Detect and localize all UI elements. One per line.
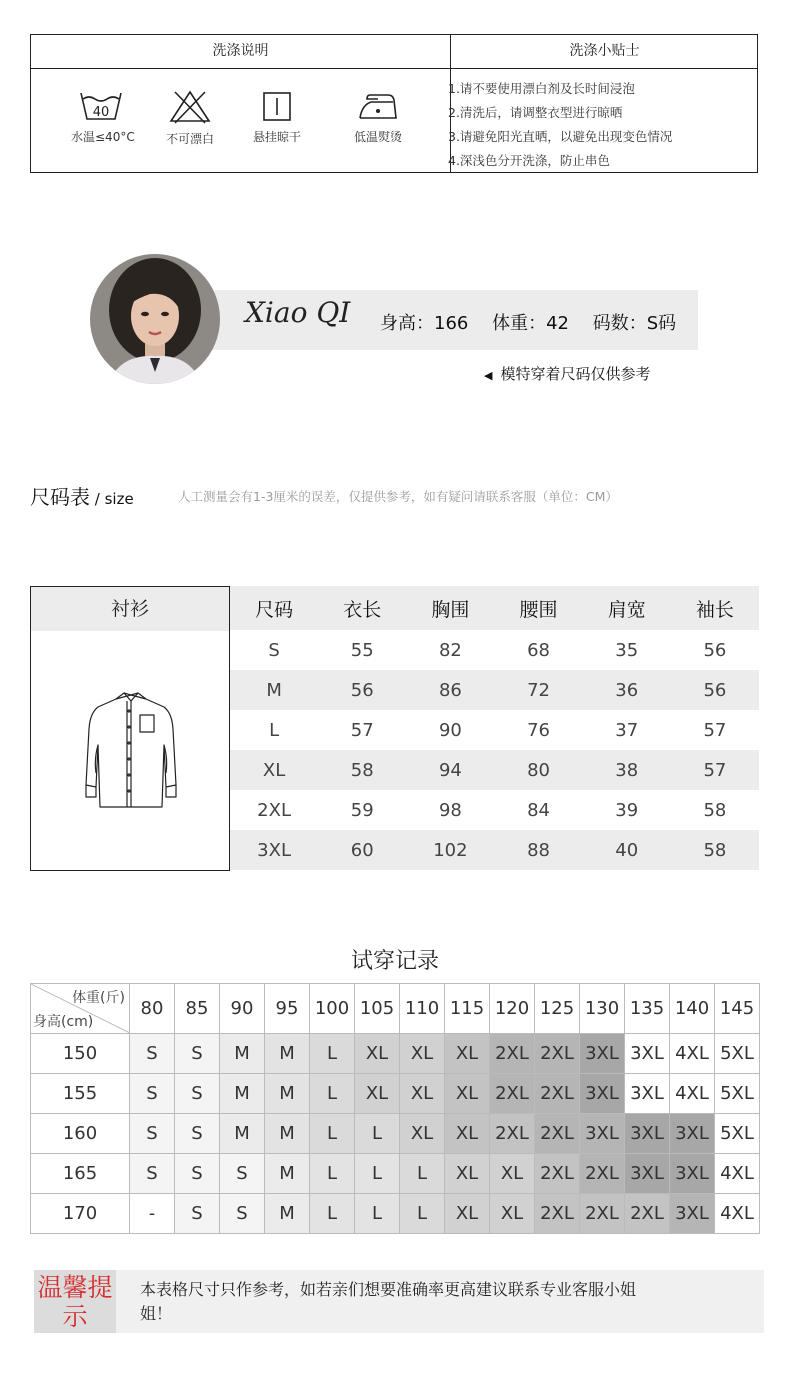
table-cell: 36 (583, 670, 671, 710)
size-cell: XL (490, 1154, 535, 1194)
size-cell: - (130, 1194, 175, 1234)
wash-label: 低温熨烫 (353, 130, 402, 144)
size-cell: M (265, 1114, 310, 1154)
size-cell: 2XL (535, 1194, 580, 1234)
size-cell: 2XL (535, 1154, 580, 1194)
size-cell: S (175, 1074, 220, 1114)
size-cell: 3XL (625, 1114, 670, 1154)
table-cell: 102 (406, 830, 494, 870)
table-row (230, 630, 759, 670)
size-cell: 3XL (670, 1194, 715, 1234)
column-header: 肩宽 (583, 586, 671, 630)
wash-instruction (247, 90, 307, 145)
tip-item: 3.请避免阳光直晒，以避免出现变色情况 (448, 129, 673, 144)
table-header-row (230, 586, 759, 630)
table-cell: 88 (494, 830, 582, 870)
triangle-left-icon: ◀ (484, 369, 493, 382)
size-cell: 2XL (490, 1034, 535, 1074)
table-row (31, 1034, 760, 1074)
table-cell: 94 (406, 750, 494, 790)
size-cell: 2XL (625, 1194, 670, 1234)
size-cell: L (355, 1154, 400, 1194)
weight-header: 125 (535, 984, 580, 1034)
size-cell: M (220, 1074, 265, 1114)
model-signature: Xiao QI (245, 296, 351, 329)
corner-header (31, 984, 130, 1034)
size-cell: 3XL (625, 1074, 670, 1114)
wash-label: 水温≤40°C (71, 130, 135, 144)
height-cell: 155 (31, 1074, 130, 1114)
column-header: 胸围 (406, 586, 494, 630)
size-cell: 2XL (580, 1194, 625, 1234)
table-cell: 56 (318, 670, 406, 710)
size-table (230, 586, 759, 870)
size-cell: 3XL (625, 1034, 670, 1074)
table-cell: 57 (671, 750, 759, 790)
size-cell: 4XL (715, 1154, 760, 1194)
size-cell: M (265, 1154, 310, 1194)
size-cell: 2XL (535, 1034, 580, 1074)
weight-header: 110 (400, 984, 445, 1034)
size-cell: L (310, 1114, 355, 1154)
table-cell: 60 (318, 830, 406, 870)
height-cell: 160 (31, 1114, 130, 1154)
size-cell: S (175, 1114, 220, 1154)
table-cell: 58 (703, 799, 727, 821)
table-row (230, 670, 759, 710)
table-row (230, 830, 759, 870)
table-cell: L (269, 719, 280, 741)
size-cell: S (175, 1194, 220, 1234)
size-cell: M (265, 1034, 310, 1074)
table-cell: 84 (527, 799, 550, 821)
table-cell: 90 (438, 719, 462, 741)
weight-header: 140 (670, 984, 715, 1034)
size-cell: 2XL (535, 1114, 580, 1154)
size-cell: S (175, 1154, 220, 1194)
size-cell: 5XL (715, 1114, 760, 1154)
size-cell: 2XL (580, 1154, 625, 1194)
size-cell: 3XL (580, 1074, 625, 1114)
weight-header: 80 (130, 984, 175, 1034)
table-cell: 80 (494, 750, 582, 790)
table-row (230, 710, 759, 750)
size-cell: S (130, 1074, 175, 1114)
size-cell: XL (400, 1074, 445, 1114)
table-cell: 58 (318, 750, 406, 790)
size-cell: XL (445, 1194, 490, 1234)
weight-header: 145 (715, 984, 760, 1034)
table-cell: 76 (527, 719, 550, 741)
height-label: 身高(cm) (33, 1014, 94, 1030)
column-header: 袖长 (671, 586, 759, 630)
size-cell: XL (400, 1034, 445, 1074)
size-cell: M (265, 1194, 310, 1234)
weight-header: 90 (220, 984, 265, 1034)
weight-header: 105 (355, 984, 400, 1034)
column-header: 尺码 (230, 586, 318, 630)
size-cell: M (220, 1034, 265, 1074)
table-cell: 38 (583, 750, 671, 790)
table-row (31, 1114, 760, 1154)
size-cell: 2XL (490, 1074, 535, 1114)
hang-dry-icon (262, 90, 292, 122)
column-header: 腰围 (494, 586, 582, 630)
table-cell: 59 (350, 799, 374, 821)
size-cell: S (220, 1154, 265, 1194)
size-cell: 3XL (670, 1154, 715, 1194)
table-cell: 3XL (230, 830, 318, 870)
wash-label: 不可漂白 (165, 132, 214, 146)
size-chart-note: 人工测量会有1-3厘米的误差，仅提供参考，如有疑问请联系客服（单位：CM） (178, 489, 618, 504)
wash-label: 悬挂晾干 (252, 130, 301, 144)
weight-header: 130 (580, 984, 625, 1034)
size-cell: L (310, 1194, 355, 1234)
table-cell: 2XL (257, 799, 291, 821)
table-cell: 82 (438, 639, 462, 661)
tip-item: 4.深浅色分开洗涤，防止串色 (448, 153, 610, 168)
table-row (31, 1074, 760, 1114)
washing-title: 洗涤说明 (212, 43, 269, 59)
height-cell: 170 (31, 1194, 130, 1234)
tips-title: 洗涤小贴士 (569, 43, 640, 59)
table-cell: S (268, 639, 280, 661)
size-cell: 5XL (715, 1074, 760, 1114)
table-cell: 39 (615, 799, 639, 821)
size-cell: S (220, 1194, 265, 1234)
height-cell: 165 (31, 1154, 130, 1194)
size-cell: L (310, 1074, 355, 1114)
no-bleach-icon (169, 90, 211, 124)
table-cell: 35 (615, 639, 639, 661)
table-cell: 57 (703, 719, 727, 741)
svg-text:40: 40 (92, 105, 110, 120)
table-cell: 98 (438, 799, 462, 821)
model-stats: 身高：166 体重：42 码数：S码 (380, 313, 677, 334)
weight-header: 115 (445, 984, 490, 1034)
column-header: 衣长 (318, 586, 406, 630)
table-cell: M (230, 670, 318, 710)
size-cell: 5XL (715, 1034, 760, 1074)
table-cell: 58 (671, 830, 759, 870)
table-cell: 40 (583, 830, 671, 870)
table-cell: XL (230, 750, 318, 790)
weight-header-row (31, 984, 760, 1034)
table-cell: 37 (615, 719, 639, 741)
size-cell: XL (400, 1114, 445, 1154)
weight-header: 95 (265, 984, 310, 1034)
tryon-table (30, 983, 760, 1234)
table-cell: 68 (527, 639, 550, 661)
product-panel (30, 586, 230, 871)
size-cell: 3XL (580, 1034, 625, 1074)
size-cell: 4XL (670, 1034, 715, 1074)
table-cell: 57 (350, 719, 374, 741)
size-cell: L (400, 1154, 445, 1194)
wash-instruction (348, 90, 408, 145)
size-cell: XL (355, 1034, 400, 1074)
size-cell: S (175, 1034, 220, 1074)
weight-header: 100 (310, 984, 355, 1034)
size-cell: 4XL (670, 1074, 715, 1114)
table-cell: 86 (406, 670, 494, 710)
size-cell: XL (445, 1154, 490, 1194)
size-cell: XL (355, 1074, 400, 1114)
size-cell: S (130, 1114, 175, 1154)
model-avatar (90, 254, 220, 384)
size-cell: 2XL (490, 1114, 535, 1154)
tip-item: 1.请不要使用漂白剂及长时间浸泡 (448, 81, 635, 96)
model-note: ◀ 模特穿着尺码仅供参考 (484, 365, 651, 383)
size-cell: L (310, 1034, 355, 1074)
size-cell: XL (445, 1034, 490, 1074)
table-row (31, 1154, 760, 1194)
size-cell: S (130, 1034, 175, 1074)
tryon-body (31, 1034, 760, 1234)
size-cell: L (400, 1194, 445, 1234)
weight-header: 120 (490, 984, 535, 1034)
tip-item: 2.清洗后，请调整衣型进行晾晒 (448, 105, 623, 120)
washing-panel (30, 34, 758, 173)
table-row (31, 1194, 760, 1234)
low-iron-icon (356, 90, 400, 122)
wash-instruction (160, 90, 220, 147)
size-chart-title: 尺码表 / size (30, 485, 134, 509)
table-row (230, 790, 759, 830)
product-name: 衬衫 (31, 587, 229, 631)
size-cell: 3XL (670, 1114, 715, 1154)
table-row (230, 750, 759, 790)
shirt-icon (76, 689, 186, 813)
table-cell: 56 (703, 639, 727, 661)
size-cell: 4XL (715, 1194, 760, 1234)
size-cell: L (355, 1114, 400, 1154)
size-cell: XL (445, 1114, 490, 1154)
table-cell: 56 (671, 670, 759, 710)
size-cell: M (265, 1074, 310, 1114)
weight-label: 体重(斤) (72, 990, 125, 1006)
size-cell: 2XL (535, 1074, 580, 1114)
size-cell: L (355, 1194, 400, 1234)
size-cell: 3XL (625, 1154, 670, 1194)
weight-header: 135 (625, 984, 670, 1034)
tryon-title: 试穿记录 (350, 949, 439, 974)
wash-40-icon (78, 90, 124, 122)
size-cell: XL (490, 1194, 535, 1234)
table-cell: 72 (494, 670, 582, 710)
reminder-label: 温馨提示 (34, 1270, 116, 1333)
weight-header: 85 (175, 984, 220, 1034)
height-cell: 150 (31, 1034, 130, 1074)
size-cell: S (130, 1154, 175, 1194)
wash-instruction (71, 90, 135, 145)
size-cell: M (220, 1114, 265, 1154)
divider (31, 68, 757, 69)
size-cell: XL (445, 1074, 490, 1114)
reminder-text: 本表格尺寸只作参考，如若亲们想要准确率更高建议联系专业客服小姐姐！ (140, 1280, 637, 1323)
table-cell: 55 (350, 639, 374, 661)
size-cell: L (310, 1154, 355, 1194)
size-cell: 3XL (580, 1114, 625, 1154)
reminder-box (34, 1270, 764, 1333)
